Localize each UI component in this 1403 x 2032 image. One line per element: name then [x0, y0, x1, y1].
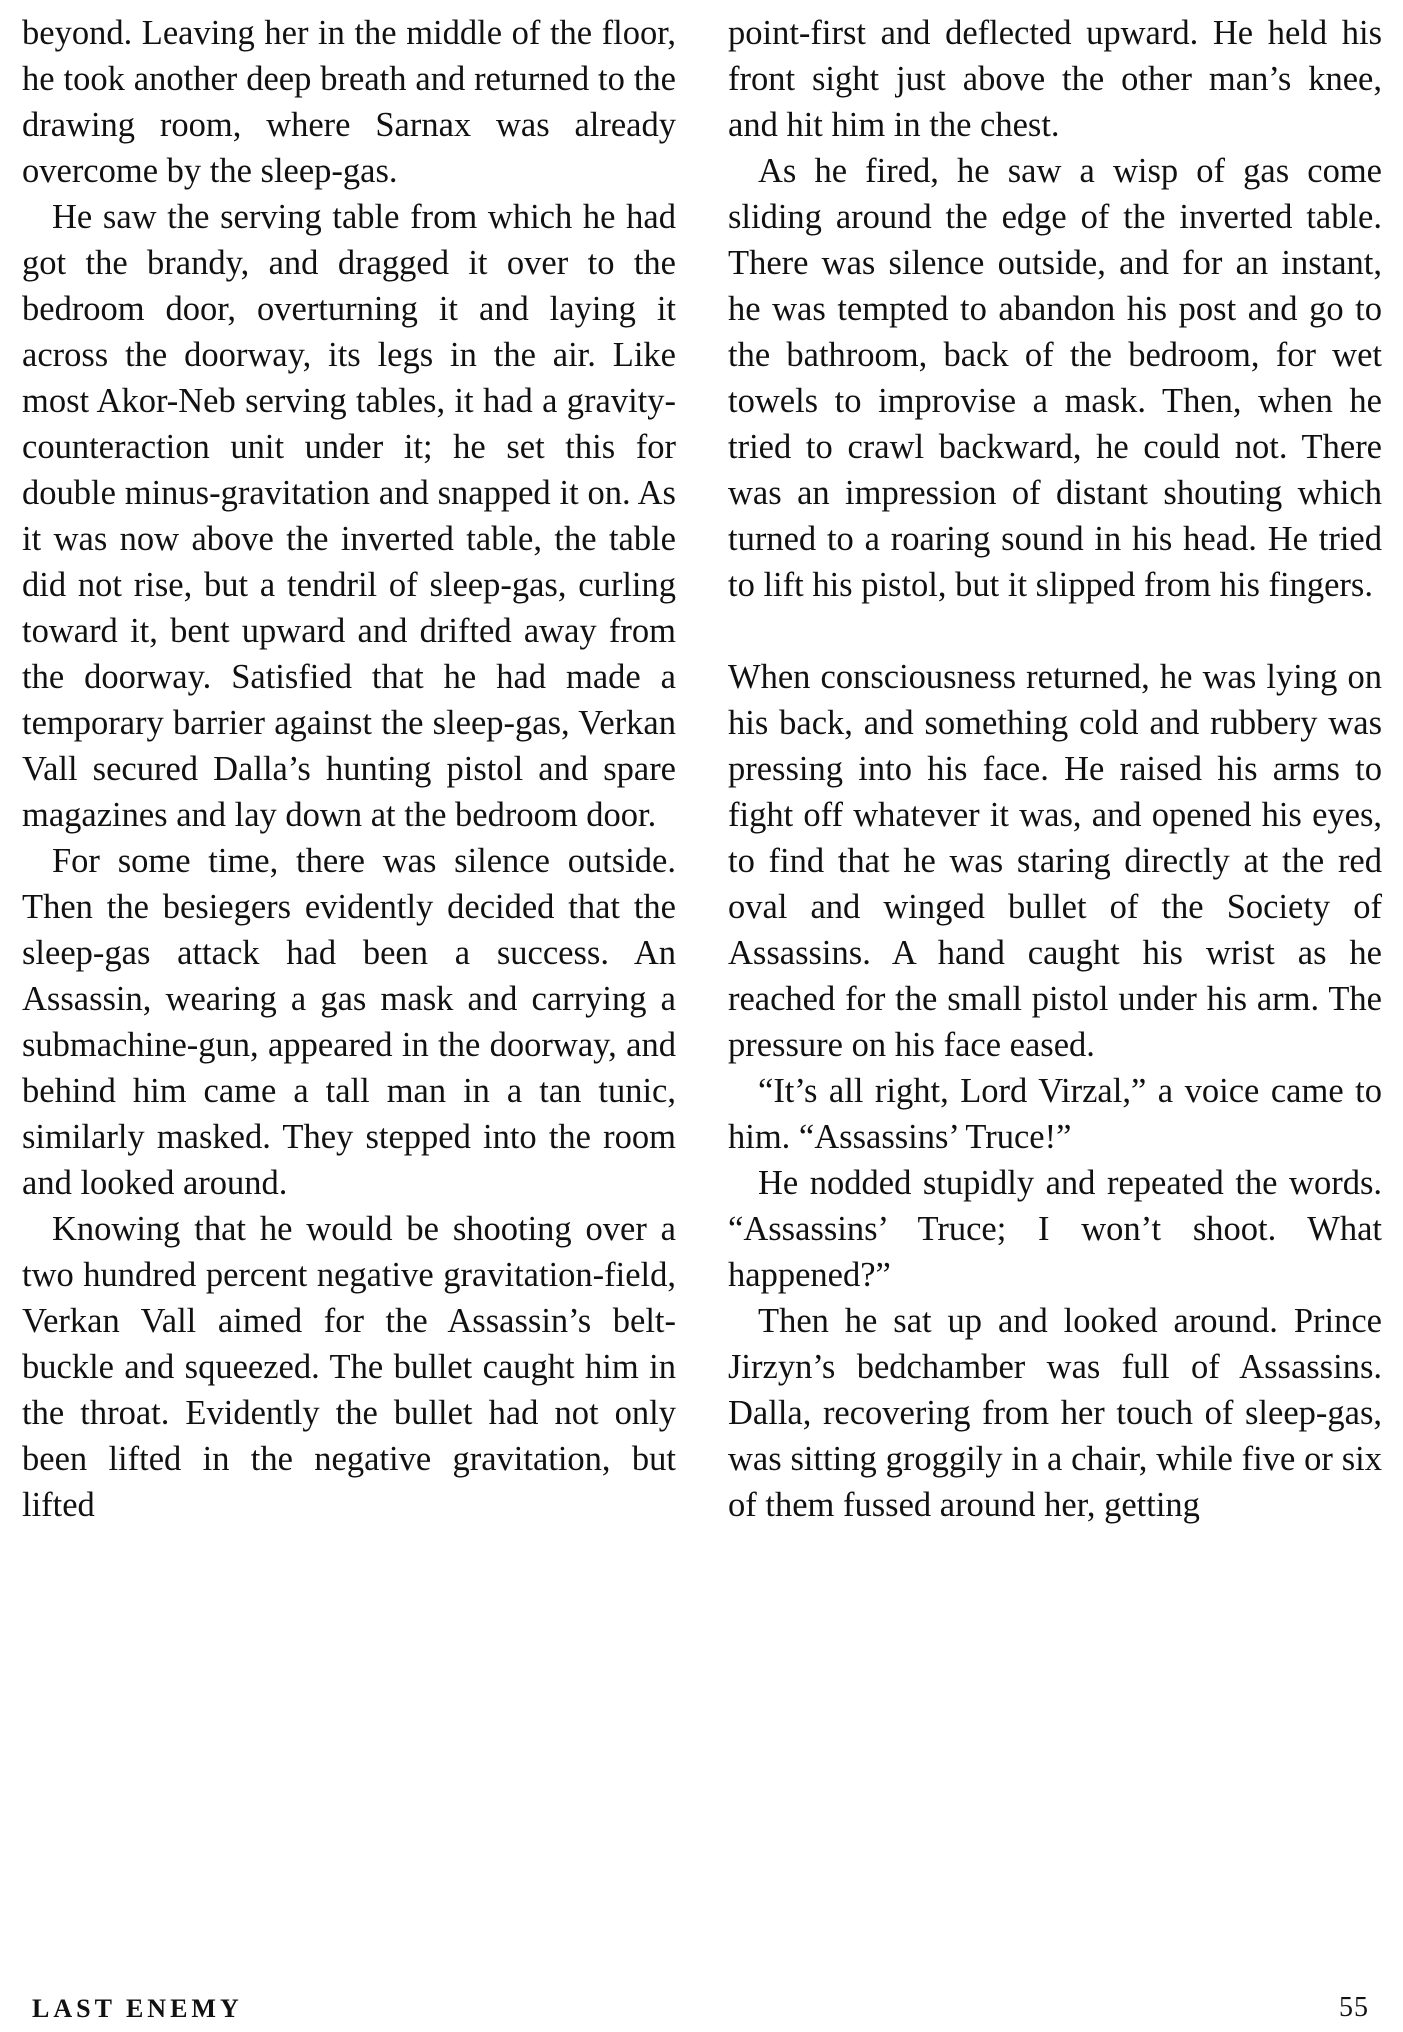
right-column [728, 10, 1382, 1528]
page-footer [22, 1992, 1381, 2028]
left-paragraph-3: For some time, there was silence outside. Then the besiegers evidently decided that the sleep-gas attack had been a success. An Assassin, wearing a gas mask and carrying a submachine-gun, appeared in the doorway, and behind him came a tall man in a tan tunic, similarly masked. They stepped into the room and looked around. [22, 842, 676, 1202]
section-break [728, 608, 1382, 654]
right-paragraph-6: Then he sat up and looked around. Prince Jirzyn’s bedchamber was full of Assassins. Dalla, recovering from her touch of sleep-gas, was sitting groggily in a chair, while five or six of them fussed around her, getting [728, 1302, 1382, 1524]
left-paragraph-4: Knowing that he would be shooting over a two hundred percent negative gravitation-field, Verkan Vall aimed for the Assassin’s belt-buckle and squeezed. The bullet caught him in the throat. Evidently the bullet had not only been lifted in the negative gravitation, but lifted [22, 1210, 676, 1524]
right-paragraph-5: He nodded stupidly and repeated the words. “Assassins’ Truce; I won’t shoot. What happened?” [728, 1164, 1382, 1294]
right-paragraph-1: point-first and deflected upward. He held his front sight just above the other man’s knee, and hit him in the chest. [728, 14, 1382, 144]
running-head: LAST ENEMY [32, 1994, 243, 2023]
right-paragraph-3: When consciousness returned, he was lying on his back, and something cold and rubbery was pressing into his face. He raised his arms to fight off whatever it was, and opened his eyes, to find that he was staring directly at the red oval and winged bullet of the Society of Assassins. A hand caught his wrist as he reached for the small pistol under his arm. The pressure on his face eased. [728, 658, 1382, 1064]
right-paragraph-4: “It’s all right, Lord Virzal,” a voice came to him. “Assassins’ Truce!” [728, 1072, 1382, 1156]
left-paragraph-2: He saw the serving table from which he had got the brandy, and dragged it over to the bedroom door, overturning it and laying it across the doorway, its legs in the air. Like most Akor-Neb serving tables, it had a gravity-counteraction unit under it; he set this for double minus-gravitation and snapped it on. As it was now above the inverted table, the table did not rise, but a tendril of sleep-gas, curling toward it, bent upward and drifted away from the doorway. Satisfied that he had made a temporary barrier against the sleep-gas, Verkan Vall secured Dalla’s hunting pistol and spare magazines and lay down at the bedroom door. [22, 198, 676, 834]
left-column [22, 10, 676, 1528]
page-number: 55 [1339, 1992, 1369, 2023]
right-paragraph-2: As he fired, he saw a wisp of gas come sliding around the edge of the inverted table. There was silence outside, and for an instant, he was tempted to abandon his post and go to the bathroom, back of the bedroom, for wet towels to improvise a mask. Then, when he tried to crawl backward, he could not. There was an impression of distant shouting which turned to a roaring sound in his head. He tried to lift his pistol, but it slipped from his fingers. [728, 152, 1382, 604]
left-paragraph-1: beyond. Leaving her in the middle of the floor, he took another deep breath and returned to the drawing room, where Sarnax was already overcome by the sleep-gas. [22, 14, 676, 190]
